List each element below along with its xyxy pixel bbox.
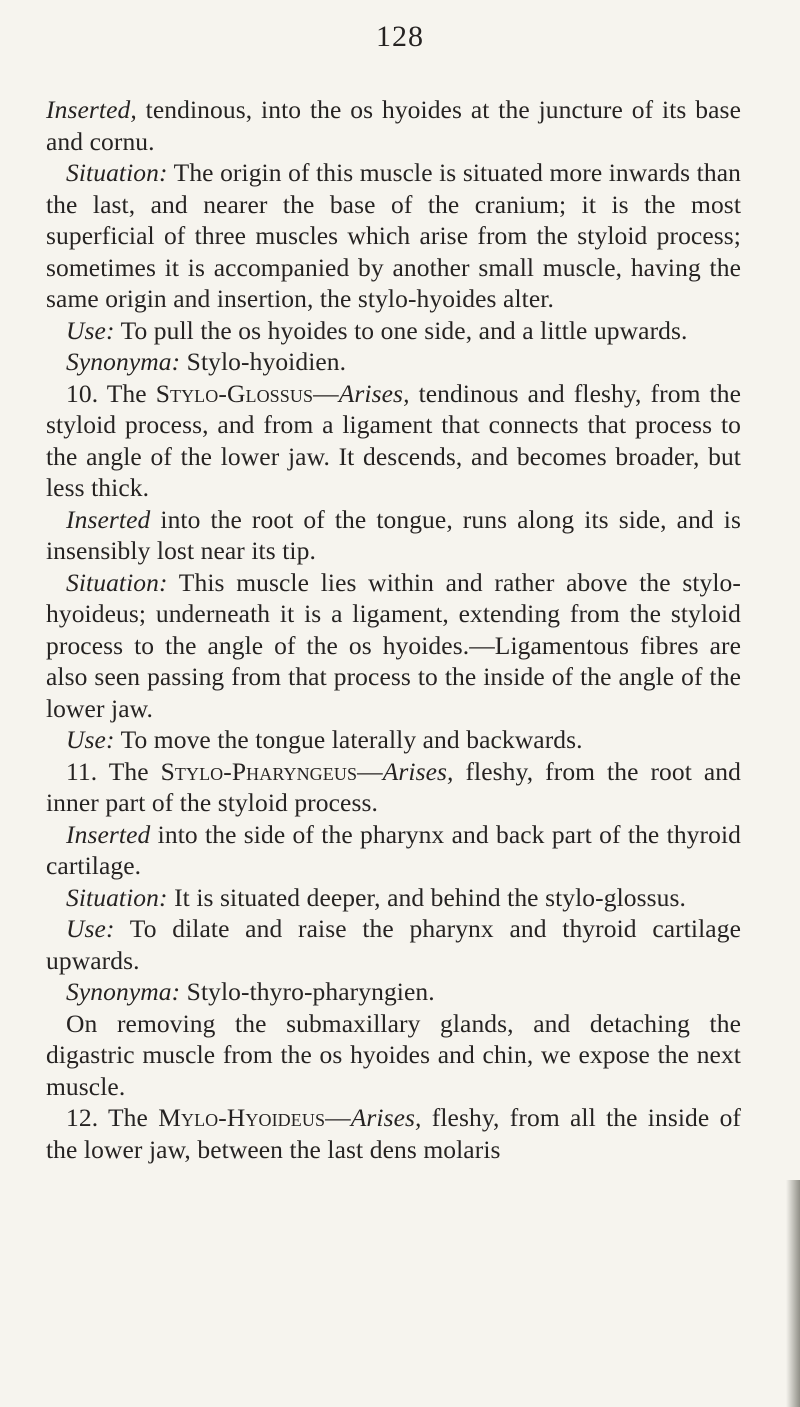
paragraph-text: It is situated deeper, and behind the stylo-glossus. [167, 882, 687, 912]
paragraph [46, 976, 741, 1008]
entry-number: 12. The [66, 1103, 159, 1132]
paragraph [46, 1008, 741, 1103]
muscle-entry [46, 1102, 741, 1165]
lead-term: Use: [66, 914, 115, 943]
lead-term: Arises, [350, 1103, 422, 1132]
muscle-name: Stylo-Pharyngeus [160, 756, 358, 786]
entry-number: 10. The [66, 378, 156, 408]
paragraph [46, 819, 741, 882]
paragraph-text: tendinous, into the os hyoides at the juncture of its base and cornu. [46, 95, 741, 156]
muscle-name: Mylo-Hyoideus [158, 1103, 326, 1132]
paragraph [46, 913, 741, 976]
lead-term: Inserted [66, 819, 151, 849]
lead-term: Synonyma: [66, 347, 181, 376]
paragraph [46, 567, 741, 725]
paragraph [46, 346, 741, 378]
lead-term: Use: [66, 725, 115, 754]
muscle-entry [46, 378, 741, 504]
paragraph-text: This muscle lies within and rather above the stylo-hyoideus; underneath it is a ligament, extending from the styloid process to the angle of the os hyoides.—Ligamentous fibres are also seen passing from that process to the inside of the angle of the lower jaw. [46, 567, 741, 723]
lead-term: Inserted, [46, 95, 137, 124]
paragraph-text: To dilate and raise the pharynx and thyroid cartilage upwards. [46, 914, 741, 975]
paragraph [46, 724, 741, 756]
lead-term: Situation: [66, 882, 168, 912]
paragraph-text: tendinous and fleshy, from the styloid process, and from a ligament that connects that process to the angle of the lower jaw. It descends, and becomes broader, but less thick. [46, 378, 741, 502]
paragraph-text: into the side of the pharynx and back part of the thyroid cartilage. [46, 819, 741, 880]
paragraph-text: On removing the submaxillary glands, and detaching the digastric muscle from the os hyoides and chin, we expose the next muscle. [46, 1008, 741, 1101]
lead-term: Use: [66, 315, 115, 345]
dash: — [325, 1103, 351, 1132]
paragraph [46, 882, 741, 914]
lead-term: Inserted [66, 504, 151, 534]
lead-term: Synonyma: [66, 977, 181, 1006]
paragraph [46, 157, 741, 315]
paragraph-text: Stylo-hyoidien. [180, 347, 347, 376]
entry-number: 11. The [66, 756, 161, 786]
paragraph-text: fleshy, from the root and inner part of the styloid process. [46, 756, 741, 817]
lead-term: Arises, [382, 756, 454, 786]
paragraph-text: into the root of the tongue, runs along its side, and is insensibly lost near its tip. [46, 504, 741, 565]
muscle-name: Stylo-Glossus [155, 378, 314, 408]
paragraph-text: Stylo-thyro-pharyngien. [180, 977, 435, 1006]
dash: — [313, 378, 339, 408]
paragraph [46, 315, 741, 347]
dash: — [357, 756, 383, 786]
lead-term: Situation: [66, 158, 168, 187]
paragraph [46, 94, 741, 157]
paragraph-text: To pull the os hyoides to one side, and a little upwards. [114, 315, 688, 345]
muscle-entry [46, 756, 741, 819]
lead-term: Arises, [338, 378, 410, 408]
paragraph-text: fleshy, from all the inside of the lower jaw, between the last dens molaris [46, 1103, 742, 1164]
paragraph [46, 504, 741, 567]
lead-term: Situation: [66, 567, 168, 597]
paragraph-text: The origin of this muscle is situated more inwards than the last, and nearer the base of the cranium; it is the most superficial of three muscles which arise from the styloid process; sometimes it is accompanied by another small muscle, having the same origin and insertion, the stylo-hyoides alter. [46, 158, 741, 313]
page-edge-shadow [786, 1180, 800, 1407]
page-body [46, 94, 741, 1165]
page-number: 128 [376, 20, 424, 53]
paragraph-text: To move the tongue laterally and backwards. [114, 725, 583, 754]
